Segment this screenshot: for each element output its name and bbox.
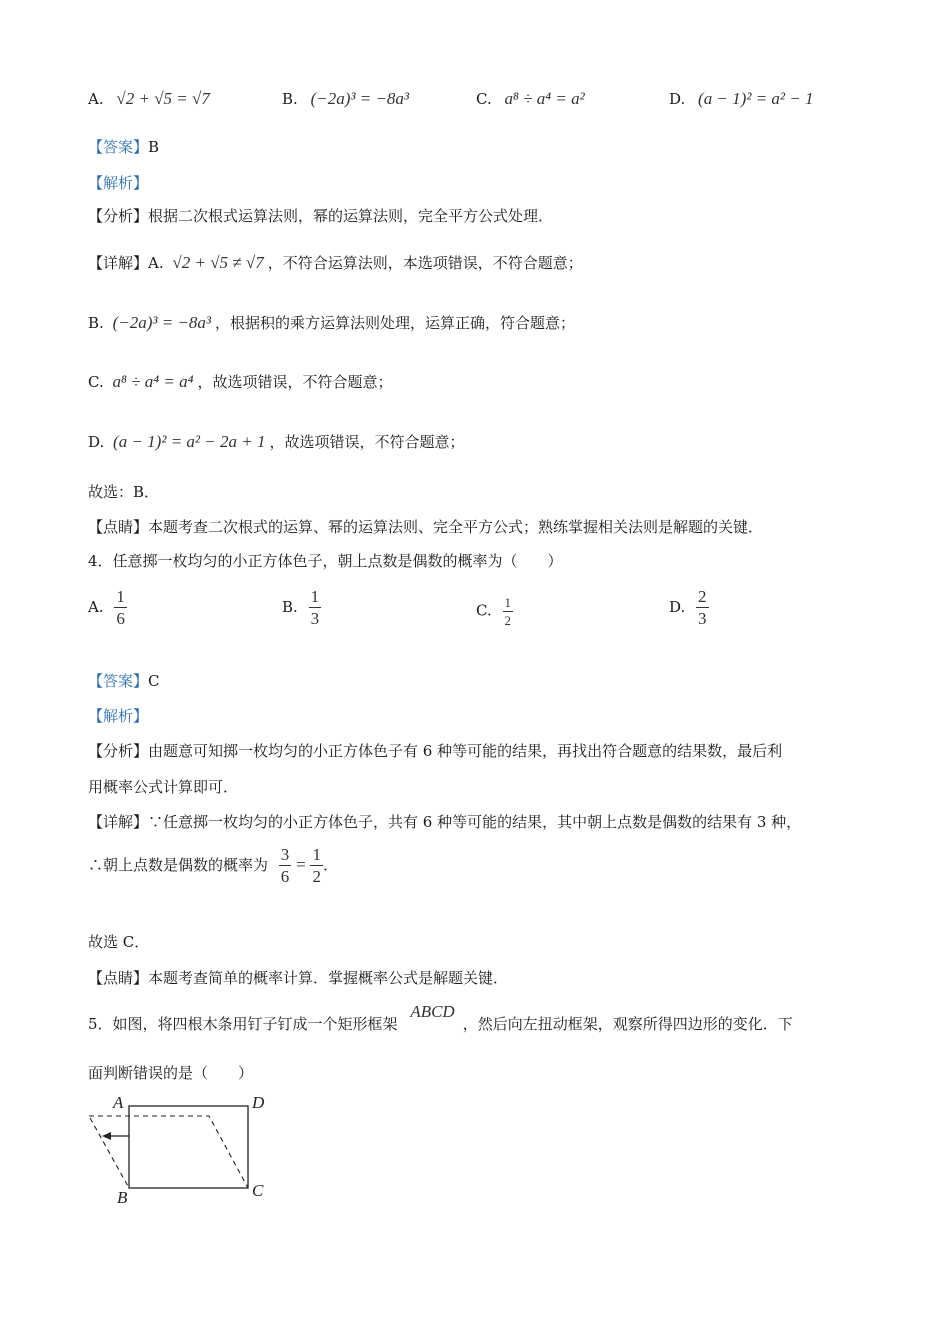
q3-answer bbox=[88, 136, 159, 157]
detail-end: ． bbox=[322, 855, 338, 874]
detail-text: ，不符合运算法则，本选项错误，不符合题意； bbox=[267, 254, 583, 272]
arrow-head-icon bbox=[102, 1132, 111, 1140]
q4-option-d bbox=[669, 588, 709, 628]
rectangle-frame-figure bbox=[80, 1090, 280, 1210]
q4-option-b bbox=[282, 588, 321, 628]
parallelogram-dashed bbox=[89, 1116, 248, 1188]
label-c: C bbox=[252, 1181, 264, 1200]
option-expression: (−2a)³ = −8a³ bbox=[310, 89, 410, 108]
detail-expression: (−2a)³ = −8a³ bbox=[112, 313, 212, 332]
detail-tag: 【详解】 bbox=[88, 254, 149, 272]
jiexi-tag: 【解析】 bbox=[88, 174, 149, 192]
option-label: D. bbox=[669, 90, 686, 108]
fenxi-text: 由题意可知掷一枚均匀的小正方体色子有 6 种等可能的结果，再找出符合题意的结果数，最后利 bbox=[148, 742, 783, 760]
q3-option-d bbox=[669, 89, 813, 109]
detail-text: ∴朝上点数是偶数的概率为 bbox=[88, 855, 269, 874]
q3-jiexi bbox=[88, 172, 148, 193]
option-expression: (a − 1)² = a² − 1 bbox=[698, 89, 814, 108]
option-label: B. bbox=[88, 314, 104, 332]
detail-expression: √2 + √5 ≠ √7 bbox=[172, 253, 264, 272]
jiexi-tag: 【解析】 bbox=[88, 707, 149, 725]
dianjing-tag: 【点睛】 bbox=[88, 518, 149, 536]
fraction bbox=[696, 588, 709, 628]
dianjing-tag: 【点睛】 bbox=[88, 969, 149, 987]
q5-stem-line2: 面判断错误的是（ ） bbox=[88, 1064, 254, 1082]
q4-choose: 故选 C． bbox=[88, 933, 150, 951]
label-a: A bbox=[113, 1093, 124, 1112]
answer-tag: 【答案】 bbox=[88, 138, 149, 156]
answer-value: B bbox=[148, 138, 160, 156]
numerator: 2 bbox=[698, 587, 707, 606]
q3-option-a bbox=[88, 89, 210, 109]
option-label: A. bbox=[88, 597, 104, 616]
fenxi-text: 根据二次根式运算法则，幂的运算法则，完全平方公式处理． bbox=[148, 207, 554, 225]
option-label: A. bbox=[88, 90, 104, 108]
stem-text: 5．如图，将四根木条用钉子钉成一个矩形框架 bbox=[88, 1015, 398, 1033]
q3-option-c bbox=[476, 89, 585, 109]
answer-tag: 【答案】 bbox=[88, 672, 149, 690]
option-label: C. bbox=[476, 601, 492, 620]
numerator: 1 bbox=[504, 595, 511, 610]
q3-detail-a bbox=[88, 252, 583, 273]
label-b: B bbox=[117, 1188, 128, 1207]
option-label: A. bbox=[148, 254, 164, 272]
numerator: 3 bbox=[280, 845, 290, 864]
q4-option-a bbox=[88, 588, 127, 628]
q4-fenxi-line1 bbox=[88, 740, 782, 761]
option-label: B. bbox=[282, 90, 298, 108]
q4-detail-line2 bbox=[88, 846, 338, 886]
fraction bbox=[279, 846, 292, 886]
q4-stem: 4．任意掷一枚均匀的小正方体色子，朝上点数是偶数的概率为（ ） bbox=[88, 552, 563, 570]
q5-stem-line1 bbox=[88, 1002, 793, 1034]
rectangle-abcd bbox=[129, 1106, 248, 1188]
option-label: D. bbox=[88, 433, 105, 451]
q4-answer bbox=[88, 670, 160, 691]
detail-text: ，根据积的乘方运算法则处理，运算正确，符合题意； bbox=[215, 314, 576, 332]
denominator: 2 bbox=[504, 612, 511, 628]
q4-detail-line1 bbox=[88, 811, 801, 832]
fraction bbox=[309, 588, 322, 628]
detail-tag: 【详解】 bbox=[88, 813, 149, 831]
detail-expression: (a − 1)² = a² − 2a + 1 bbox=[113, 432, 266, 451]
denominator: 3 bbox=[310, 608, 320, 628]
fraction bbox=[503, 596, 514, 627]
label-d: D bbox=[252, 1093, 265, 1112]
denominator: 6 bbox=[116, 608, 125, 628]
q4-fenxi-line2: 用概率公式计算即可． bbox=[88, 778, 239, 796]
option-label: D. bbox=[669, 597, 686, 616]
numerator: 1 bbox=[310, 587, 320, 606]
q3-fenxi bbox=[88, 205, 553, 226]
numerator: 1 bbox=[116, 587, 125, 606]
numerator: 1 bbox=[312, 845, 321, 864]
q4-dianjing bbox=[88, 967, 508, 988]
option-label: C. bbox=[476, 90, 492, 108]
fraction bbox=[310, 846, 323, 886]
dianjing-text: 本题考查二次根式的运算、幂的运算法则、完全平方公式；熟练掌握相关法则是解题的关键． bbox=[148, 518, 764, 536]
q3-dianjing bbox=[88, 516, 763, 537]
q3-detail-d bbox=[88, 431, 464, 452]
detail-text: ，故选项错误，不符合题意； bbox=[197, 373, 393, 391]
detail-expression: a⁸ ÷ a⁴ = a⁴ bbox=[112, 372, 194, 391]
answer-value: C bbox=[148, 672, 160, 690]
option-expression: a⁸ ÷ a⁴ = a² bbox=[504, 89, 585, 108]
q3-detail-c bbox=[88, 371, 393, 392]
detail-text: ∵任意掷一枚均匀的小正方体色子，共有 6 种等可能的结果，其中朝上点数是偶数的结果有 3 种， bbox=[148, 813, 802, 831]
option-label: C. bbox=[88, 373, 104, 391]
dianjing-text: 本题考查简单的概率计算．掌握概率公式是解题关键． bbox=[148, 969, 509, 987]
fraction bbox=[114, 588, 127, 628]
stem-text: ，然后向左扭动框架，观察所得四边形的变化．下 bbox=[462, 1015, 793, 1033]
q4-option-c bbox=[476, 596, 513, 627]
denominator: 2 bbox=[312, 866, 321, 886]
equals-sign: = bbox=[296, 854, 306, 874]
q3-option-b bbox=[282, 89, 409, 109]
detail-text: ，故选项错误，不符合题意； bbox=[269, 433, 465, 451]
q4-jiexi bbox=[88, 705, 148, 726]
option-label: B. bbox=[282, 597, 298, 616]
q3-choose: 故选：B． bbox=[88, 483, 160, 501]
q3-detail-b bbox=[88, 312, 575, 333]
fenxi-tag: 【分析】 bbox=[88, 742, 149, 760]
denominator: 6 bbox=[280, 866, 290, 886]
fenxi-tag: 【分析】 bbox=[88, 207, 149, 225]
stem-math: ABCD bbox=[410, 1002, 455, 1021]
option-expression: √2 + √5 = √7 bbox=[116, 89, 210, 108]
denominator: 3 bbox=[698, 608, 707, 628]
